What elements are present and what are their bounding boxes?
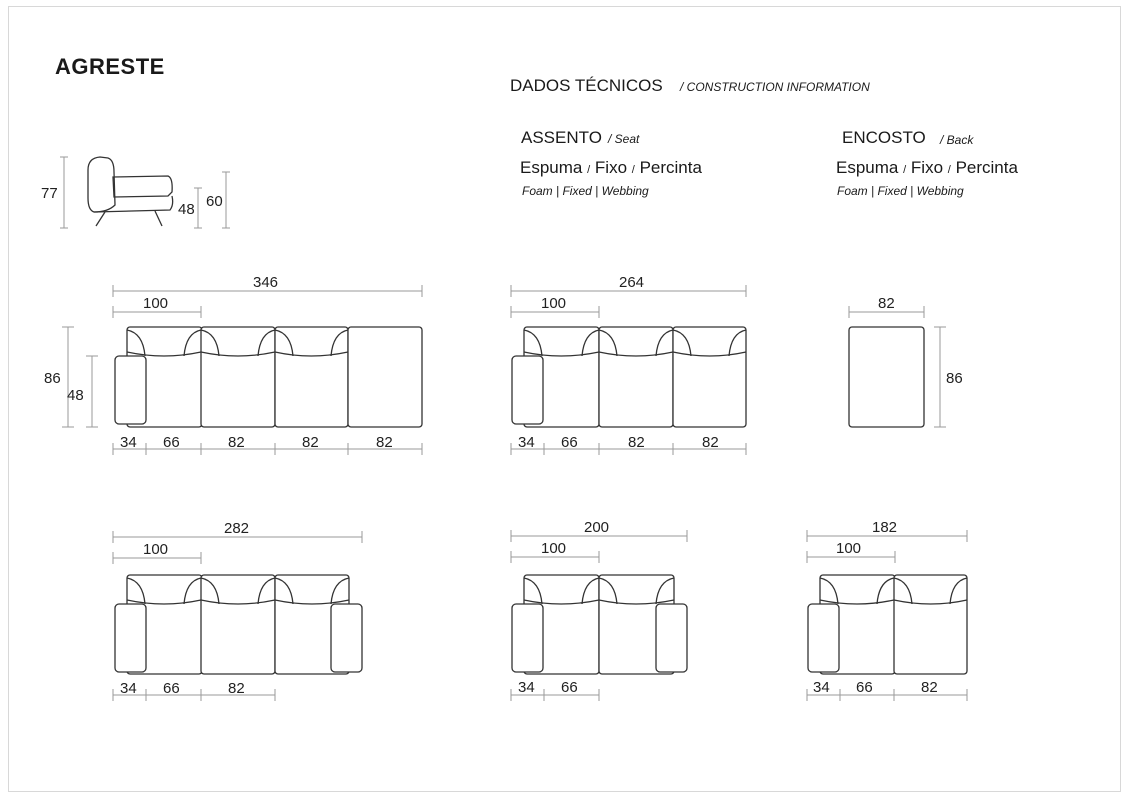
- side-height-label: 77: [41, 185, 58, 202]
- m346-total-label: 346: [253, 274, 279, 291]
- m182-width-1: 34: [813, 679, 830, 696]
- model-264: [511, 274, 746, 455]
- back-materials-en: Foam | Fixed | Webbing: [837, 184, 964, 198]
- m264-arm: [512, 356, 543, 424]
- m264-seat-3: [673, 327, 746, 427]
- m264-seat-2: [599, 327, 673, 427]
- model-282: [113, 520, 362, 701]
- m346-width-3: 82: [228, 434, 245, 451]
- model-346: [44, 274, 422, 455]
- side-cushion: [113, 176, 172, 197]
- m282-total-label: 282: [224, 520, 250, 537]
- page-title: AGRESTE: [55, 54, 165, 79]
- m200-width-1: 34: [518, 679, 535, 696]
- m264-width-2: 66: [561, 434, 578, 451]
- m282-width-1: 34: [120, 680, 137, 697]
- m346-arm: [115, 356, 146, 424]
- side-base: [94, 196, 173, 212]
- m346-width-4: 82: [302, 434, 319, 451]
- tech-heading: DADOS TÉCNICOS: [510, 76, 663, 95]
- model-82: [849, 295, 963, 427]
- back-mat-webbing: Percinta: [955, 158, 1018, 177]
- side-seat-depth-label: 48: [178, 201, 195, 218]
- side-seat-height-label: 60: [206, 193, 223, 210]
- back-label-en: / Back: [940, 133, 974, 147]
- m182-depth-label: 100: [836, 540, 862, 557]
- m346-chaise: [348, 327, 422, 427]
- m282-arm-right: [331, 604, 362, 672]
- seat-sep-2: /: [631, 164, 635, 176]
- m264-width-1: 34: [518, 434, 535, 451]
- m282-width-3: 82: [228, 680, 245, 697]
- m282-seat-2: [201, 575, 275, 674]
- side-backrest: [88, 157, 115, 212]
- m200-width-2: 66: [561, 679, 578, 696]
- m282-width-2: 66: [163, 680, 180, 697]
- m264-width-3: 82: [628, 434, 645, 451]
- m282-depth-label: 100: [143, 541, 169, 558]
- m200-arm-left: [512, 604, 543, 672]
- back-sep-1: /: [903, 164, 907, 176]
- m200-arm-right: [656, 604, 687, 672]
- m282-arm-left: [115, 604, 146, 672]
- m182-total-label: 182: [872, 519, 898, 536]
- seat-label: ASSENTO: [521, 128, 602, 147]
- m82-module: [849, 327, 924, 427]
- m346-width-1: 34: [120, 434, 137, 451]
- m182-width-3: 82: [921, 679, 938, 696]
- side-leg-back: [155, 211, 162, 226]
- seat-mat-webbing: Percinta: [639, 158, 702, 177]
- m346-width-5: 82: [376, 434, 393, 451]
- model-200: [511, 519, 687, 701]
- m346-arm-label: 48: [67, 387, 84, 404]
- m346-height-label: 86: [44, 370, 61, 387]
- seat-label-en: / Seat: [608, 132, 640, 146]
- m264-width-4: 82: [702, 434, 719, 451]
- m182-width-2: 66: [856, 679, 873, 696]
- back-sep-2: /: [947, 164, 951, 176]
- seat-mat-fixed: Fixo: [594, 158, 628, 177]
- m82-width-label: 82: [878, 295, 895, 312]
- seat-materials-en: Foam | Fixed | Webbing: [522, 184, 649, 198]
- m200-total-label: 200: [584, 519, 610, 536]
- side-leg-front: [96, 212, 105, 226]
- m200-depth-label: 100: [541, 540, 567, 557]
- model-182: [807, 519, 967, 701]
- m346-seat-3: [275, 327, 348, 427]
- side-view: [41, 157, 230, 228]
- m346-width-2: 66: [163, 434, 180, 451]
- seat-sep-1: /: [587, 164, 591, 176]
- back-label: ENCOSTO: [842, 128, 926, 147]
- m182-arm: [808, 604, 839, 672]
- tech-heading-en: / CONSTRUCTION INFORMATION: [680, 80, 870, 94]
- back-mat-foam: Espuma: [836, 158, 899, 177]
- m264-total-label: 264: [619, 274, 645, 291]
- back-mat-fixed: Fixo: [910, 158, 944, 177]
- m182-seat-2: [894, 575, 967, 674]
- m264-depth-label: 100: [541, 295, 567, 312]
- m346-seat-2: [201, 327, 275, 427]
- m346-depth-label: 100: [143, 295, 169, 312]
- m82-height-label: 86: [946, 370, 963, 387]
- seat-mat-foam: Espuma: [520, 158, 583, 177]
